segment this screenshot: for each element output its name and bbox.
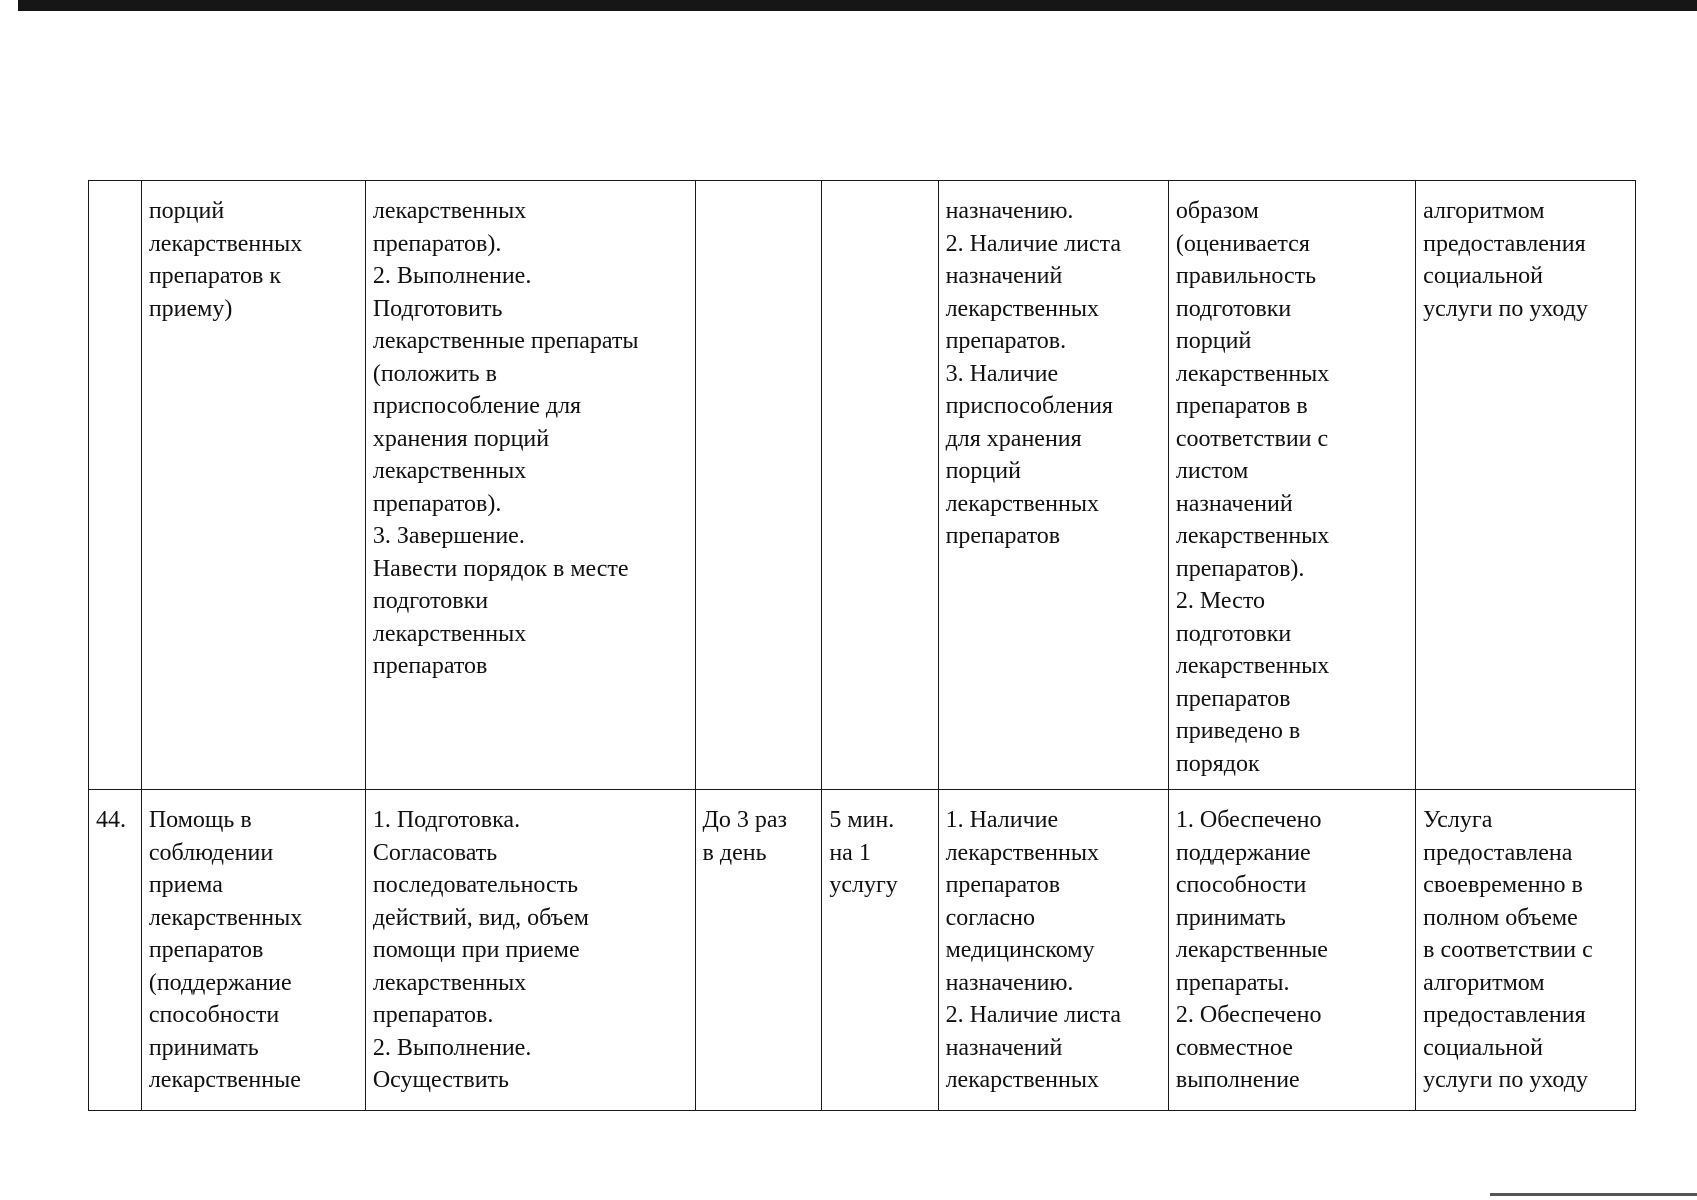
cell-text-line: совместное bbox=[1175, 1034, 1293, 1061]
cell-text-line: препаратов). bbox=[372, 230, 502, 257]
cell-text-line: (оценивается bbox=[1175, 230, 1310, 257]
services-table bbox=[88, 180, 1636, 1111]
cell-text-line: правильность bbox=[1175, 263, 1317, 289]
cell-text-line: лекарственных bbox=[945, 295, 1099, 322]
cell-text-line: приему) bbox=[148, 295, 233, 322]
cell-text-line: (поддержание bbox=[148, 969, 292, 996]
cell-text-line: приспособление для bbox=[372, 393, 582, 419]
cell-service-name bbox=[141, 181, 365, 790]
cell-text-line: 2. Выполнение. bbox=[372, 1034, 532, 1061]
cell-text-line: препаратов к bbox=[148, 263, 282, 289]
cell-text-line: лекарственных bbox=[1175, 360, 1330, 387]
cell-text-line: листом bbox=[1175, 458, 1249, 484]
cell-text-line: выполнение bbox=[1175, 1067, 1300, 1093]
cell-text-line: Осуществить bbox=[372, 1067, 509, 1093]
cell-text-line: услугу bbox=[829, 872, 898, 898]
cell-text-line: (положить в bbox=[372, 360, 497, 387]
cell-text-line: лекарственных bbox=[1175, 523, 1330, 549]
cell-text-line: лекарственных bbox=[148, 904, 303, 931]
cell-quality bbox=[1416, 181, 1636, 790]
cell-text-line: назначению. bbox=[945, 969, 1074, 996]
cell-text-line: подготовки bbox=[1175, 295, 1292, 322]
cell-text-line: соответствии с bbox=[1175, 425, 1329, 452]
cell-text-line: подготовки bbox=[372, 588, 489, 614]
cell-text-line: 1. Обеспечено bbox=[1175, 807, 1322, 833]
cell-text-line: алгоритмом bbox=[1423, 198, 1545, 224]
cell-conditions bbox=[938, 790, 1168, 1111]
cell-text-line: назначений bbox=[1175, 490, 1293, 517]
cell-text-line: препаратов bbox=[945, 523, 1061, 549]
cell-text-line: порядок bbox=[1175, 750, 1260, 777]
cell-text-line: последовательность bbox=[372, 872, 579, 898]
cell-text-line: действий, вид, объем bbox=[372, 904, 589, 931]
cell-result bbox=[1168, 790, 1415, 1111]
cell-text-line: Подготовить bbox=[372, 295, 503, 322]
cell-text-line: предоставления bbox=[1423, 230, 1586, 257]
cell-text-line: 3. Завершение. bbox=[372, 523, 525, 549]
cell-text-line: услуги по уходу bbox=[1423, 1067, 1588, 1093]
cell-text-line: лекарственных bbox=[1175, 653, 1330, 679]
cell-service-content bbox=[365, 790, 695, 1111]
cell-text-line: 2. Наличие листа bbox=[945, 1002, 1122, 1028]
cell-text-line: лекарственные bbox=[1175, 937, 1328, 963]
cell-text-line: Помощь в bbox=[148, 807, 252, 833]
cell-text-line: социальной bbox=[1423, 263, 1543, 289]
cell-text-line: 2. Выполнение. bbox=[372, 263, 532, 289]
cell-frequency bbox=[695, 181, 822, 790]
cell-text-line: предоставления bbox=[1423, 1002, 1586, 1028]
cell-text-line: 5 мин. bbox=[829, 807, 895, 833]
cell-text-line: 2. Наличие листа bbox=[945, 230, 1122, 257]
cell-text-line: назначению. bbox=[945, 198, 1074, 224]
cell-text-line: препаратов bbox=[945, 872, 1061, 898]
cell-conditions bbox=[938, 181, 1168, 790]
cell-text-line: лекарственные bbox=[148, 1067, 301, 1093]
cell-text-line: назначений bbox=[945, 263, 1063, 289]
cell-text-line: лекарственные препараты bbox=[372, 328, 639, 354]
cell-text-line: соблюдении bbox=[148, 839, 274, 866]
cell-text-line: порций bbox=[945, 458, 1021, 484]
cell-text-line: До 3 раз bbox=[702, 807, 788, 833]
cell-text-line: лекарственных bbox=[945, 490, 1099, 517]
cell-text-line: препаратов bbox=[1175, 685, 1291, 712]
cell-text-line: приема bbox=[148, 872, 223, 898]
cell-text-line: для хранения bbox=[945, 425, 1082, 452]
cell-text-line: лекарственных bbox=[372, 969, 527, 996]
cell-text-line: социальной bbox=[1423, 1034, 1543, 1061]
cell-text-line: предоставлена bbox=[1423, 839, 1573, 866]
cell-text-line: подготовки bbox=[1175, 620, 1292, 647]
cell-text-line: образом bbox=[1175, 198, 1259, 224]
cell-text-line: приведено в bbox=[1175, 718, 1301, 744]
cell-frequency bbox=[695, 790, 822, 1111]
cell-text-line: способности bbox=[148, 1002, 280, 1028]
cell-text-line: хранения порций bbox=[372, 425, 550, 452]
cell-result bbox=[1168, 181, 1415, 790]
cell-text-line: согласно bbox=[945, 904, 1035, 931]
cell-text-line: препаратов bbox=[148, 937, 264, 963]
cell-text-line: лекарственных bbox=[945, 839, 1099, 866]
cell-text-line: Согласовать bbox=[372, 839, 498, 866]
cell-text-line: препаратов). bbox=[1175, 555, 1305, 582]
cell-text-line: принимать bbox=[148, 1034, 259, 1061]
scan-top-edge bbox=[18, 0, 1697, 11]
cell-text-line: 3. Наличие bbox=[945, 360, 1059, 387]
cell-text-line: лекарственных bbox=[148, 230, 303, 257]
cell-duration bbox=[822, 790, 938, 1111]
cell-service-name bbox=[141, 790, 365, 1111]
cell-text-line: Навести порядок в месте bbox=[372, 555, 629, 582]
cell-duration bbox=[822, 181, 938, 790]
table-row bbox=[89, 790, 1636, 1111]
cell-text-line: назначений bbox=[945, 1034, 1063, 1061]
cell-text-line: лекарственных bbox=[372, 620, 527, 647]
cell-text-line: 2. Обеспечено bbox=[1175, 1002, 1322, 1028]
cell-text-line: препаратов в bbox=[1175, 393, 1308, 419]
table-row bbox=[89, 181, 1636, 790]
cell-number: 44. bbox=[89, 790, 142, 1111]
scan-bottom-mark bbox=[1490, 1193, 1697, 1196]
cell-text-line: порций bbox=[148, 198, 225, 224]
cell-text-line: препаратов. bbox=[372, 1002, 494, 1028]
cell-text-line: на 1 bbox=[829, 839, 871, 866]
cell-text-line: в соответствии с bbox=[1423, 937, 1593, 963]
cell-text-line: приспособления bbox=[945, 393, 1113, 419]
cell-text-line: лекарственных bbox=[945, 1067, 1099, 1093]
cell-text-line: лекарственных bbox=[372, 198, 527, 224]
cell-text-line: способности bbox=[1175, 872, 1307, 898]
cell-text-line: 1. Подготовка. bbox=[372, 807, 521, 833]
cell-text-line: принимать bbox=[1175, 904, 1286, 931]
cell-text-line: Услуга bbox=[1423, 807, 1493, 833]
cell-text-line: препараты. bbox=[1175, 969, 1290, 996]
cell-text-line: препаратов). bbox=[372, 490, 502, 517]
cell-text-line: 1. Наличие bbox=[945, 807, 1059, 833]
cell-text-line: медицинскому bbox=[945, 937, 1095, 963]
cell-text-line: в день bbox=[702, 839, 767, 866]
cell-text-line: 2. Место bbox=[1175, 588, 1266, 614]
cell-text-line: своевременно в bbox=[1423, 872, 1583, 898]
cell-text-line: полном объеме bbox=[1423, 904, 1578, 931]
cell-quality bbox=[1416, 790, 1636, 1111]
cell-text-line: услуги по уходу bbox=[1423, 295, 1588, 322]
cell-text-line: порций bbox=[1175, 328, 1252, 354]
cell-text-line: лекарственных bbox=[372, 458, 527, 484]
cell-text-line: поддержание bbox=[1175, 839, 1311, 866]
cell-text-line: препаратов bbox=[372, 653, 488, 679]
cell-text-line: алгоритмом bbox=[1423, 969, 1545, 996]
cell-number bbox=[89, 181, 142, 790]
cell-service-content bbox=[365, 181, 695, 790]
cell-text-line: препаратов. bbox=[945, 328, 1067, 354]
cell-text-line: помощи при приеме bbox=[372, 937, 580, 963]
